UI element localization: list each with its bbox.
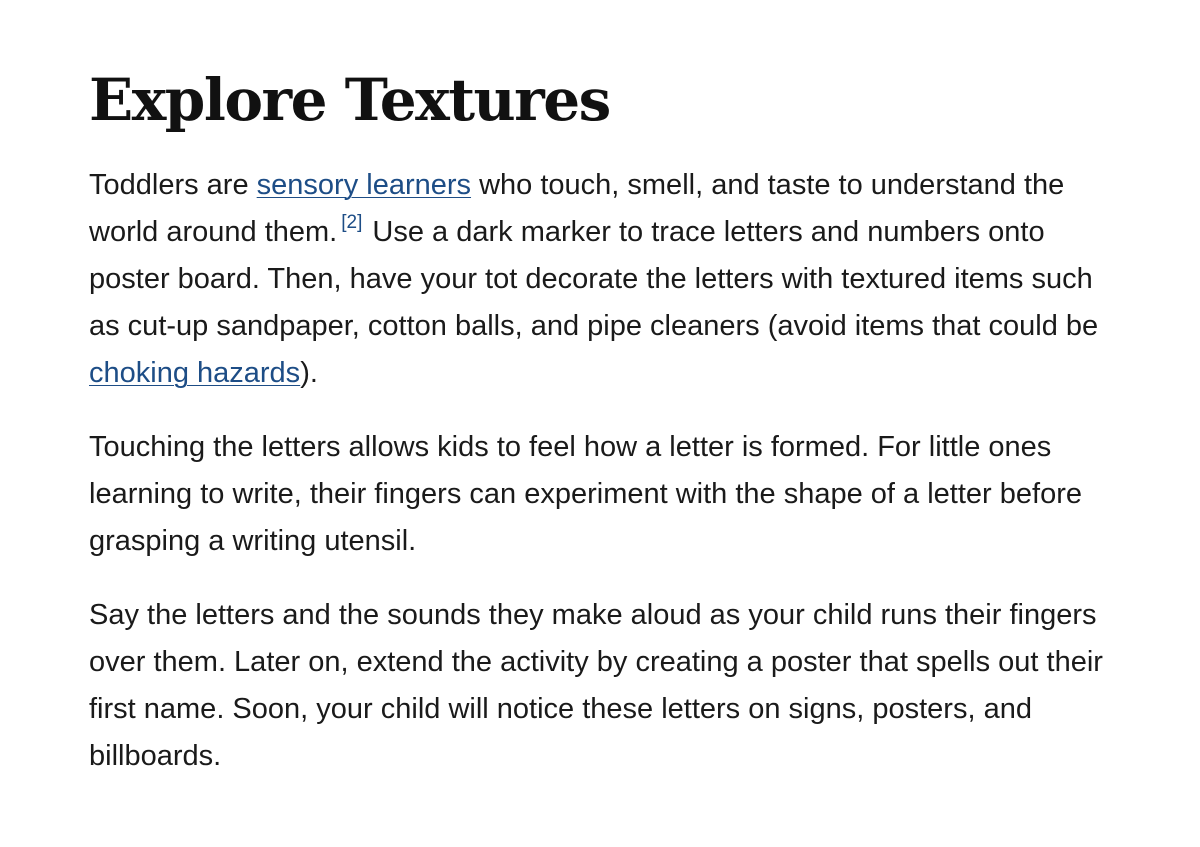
paragraph-1-text-c: Use a dark marker to trace letters and numbers onto poster board. Then, have your tot decorate the letters with textured items such as cut-up sandpaper, cotton balls, and pipe cleaners (avoid items that could be [89,216,1099,342]
paragraph-1-text-b: who touch, smell, and taste to understand the world around them. [89,169,1065,248]
reference-2-link[interactable]: [2] [341,212,363,233]
article [89,60,1119,807]
paragraph-2: Touching the letters allows kids to feel how a letter is formed. For little ones learning to write, their fingers can experiment with the shape of a letter before grasping a writing utensil. [89,431,1082,557]
paragraph-3: Say the letters and the sounds they make aloud as your child runs their fingers over them. Later on, extend the activity by creating a poster that spells out their first name. Soon, your child will notice these letters on signs, posters, and billboards. [89,599,1103,772]
paragraph-1-text-d: ). [300,357,318,389]
page-title: Explore Textures [89,66,610,134]
paragraph-1-text-a: Toddlers are [89,169,257,201]
paragraph-1 [89,162,1119,397]
choking-hazards-link[interactable]: choking hazards [89,357,301,389]
sensory-learners-link[interactable]: sensory learners [256,169,472,201]
